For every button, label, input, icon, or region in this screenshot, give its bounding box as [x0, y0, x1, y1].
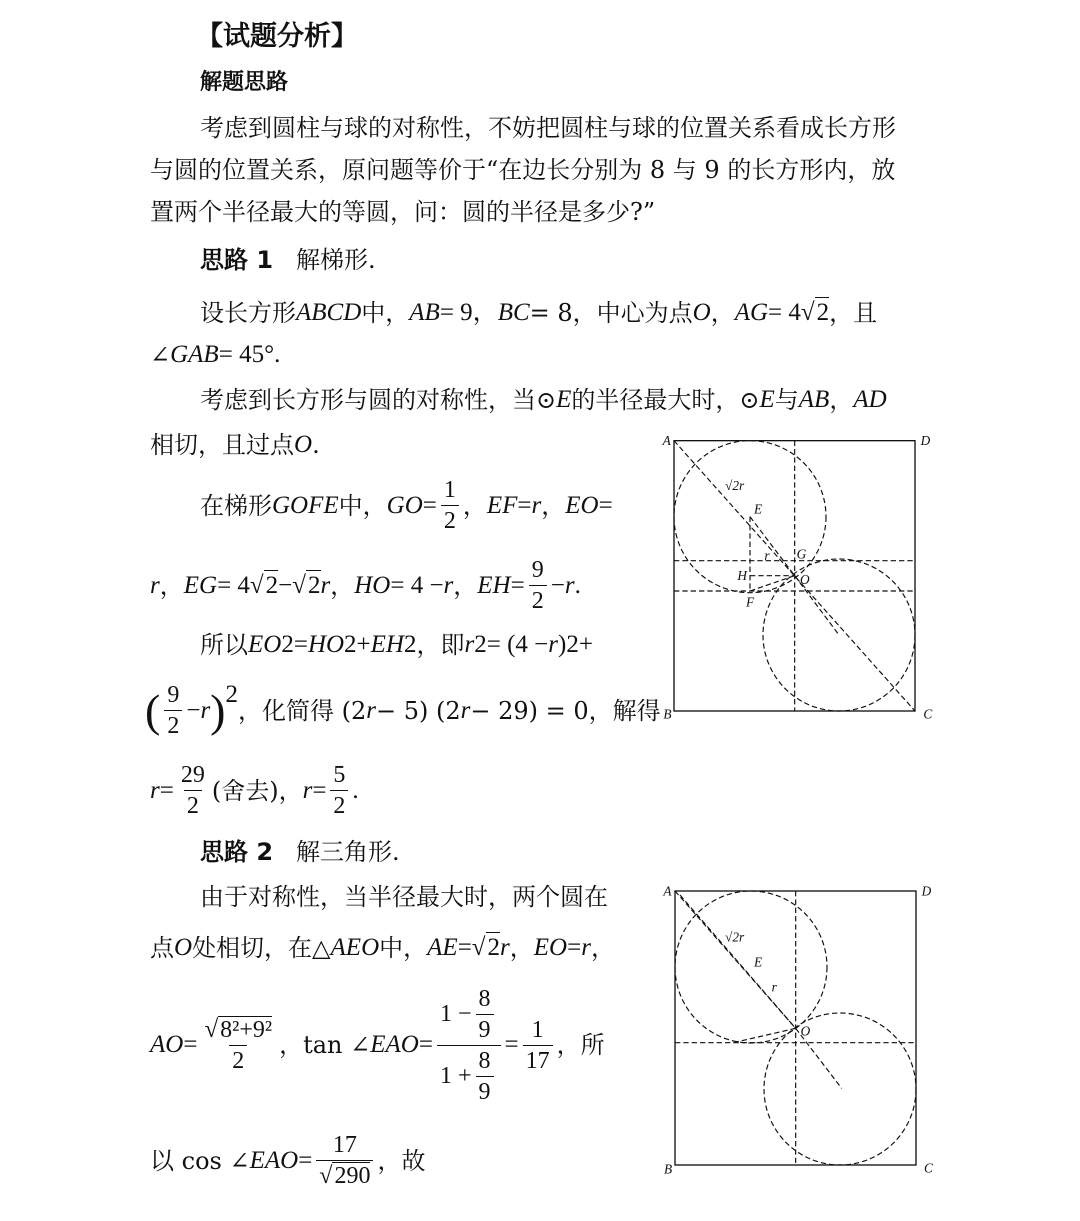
label-r: r [771, 979, 777, 995]
t: ，化简得 (2 [238, 696, 367, 725]
label-b: B [664, 1161, 673, 1175]
text-line [150, 760, 359, 821]
t: 的半径最大时，⊙ [571, 386, 760, 414]
t: ，即 [416, 631, 465, 659]
exp: 2 [403, 631, 417, 658]
m: r [302, 776, 313, 804]
t: 点 [150, 933, 174, 962]
label-sqrt2r: √2r [725, 478, 745, 493]
text-line: 由于对称性，当半径最大时，两个圆在 [200, 883, 608, 911]
fraction [441, 475, 459, 536]
text-line: r ， EG = 4 √ 2 − √ 2 r ， HO = 4 − r ， EH = $\frac{9}{2}$ − r . [150, 557, 581, 614]
exp: 2 [344, 631, 357, 658]
t: (舍去)， [211, 776, 303, 805]
m: EH [477, 571, 511, 599]
label-e: E [754, 501, 763, 517]
t: − [278, 571, 293, 599]
t: 1 − [439, 1001, 472, 1027]
idea-1-heading [200, 245, 376, 275]
m: AO [150, 1031, 184, 1058]
m: r [150, 776, 160, 804]
fraction [164, 680, 182, 741]
m: EF [486, 491, 518, 519]
m: r [500, 933, 510, 961]
t: = [598, 491, 613, 519]
m: r [443, 571, 454, 599]
numerator: 1 [531, 1016, 544, 1043]
para-line: 置两个半径最大的等圆，问：圆的半径是多少?” [150, 198, 656, 226]
t: 与 [774, 386, 799, 414]
t: ， [541, 491, 566, 520]
t: ，tan ∠ [279, 1031, 371, 1059]
numerator: 29 [180, 762, 205, 788]
m: O [294, 431, 313, 458]
m: AB [409, 298, 440, 326]
t: − [186, 696, 201, 724]
m: GOFE [272, 491, 339, 519]
m: AE [427, 933, 458, 961]
t: 设长方形 [200, 298, 296, 327]
m: EAO [370, 1031, 419, 1058]
idea-2-heading [200, 837, 400, 867]
fraction [201, 1015, 275, 1076]
sqrt: 8²+9² [220, 1016, 273, 1043]
t: ， [590, 933, 615, 962]
t: = [159, 776, 174, 804]
t: 中， [338, 491, 387, 520]
t: = 8，中心为点 [529, 298, 693, 327]
numerator: 1 [443, 477, 456, 503]
t: 在梯形 [200, 491, 272, 520]
m: EO [533, 933, 568, 961]
figure-trapezoid [650, 430, 940, 730]
m: E [759, 386, 775, 413]
t: = [510, 571, 525, 599]
text-line [200, 630, 593, 660]
para-line: 考虑到圆柱与球的对称性，不妨把圆柱与球的位置关系看成长方形 [200, 114, 896, 142]
fraction [316, 1130, 373, 1191]
t: . [312, 431, 320, 459]
section-title: 【试题分析】 [196, 21, 358, 52]
exp: 2 [281, 631, 294, 658]
m: O [174, 933, 193, 961]
denominator: 2 [184, 790, 202, 821]
idea-label: 思路 2 [200, 838, 274, 866]
numerator: 17 [332, 1132, 357, 1158]
t: 考虑到长方形与圆的对称性，当⊙ [200, 386, 557, 414]
t: ， [509, 933, 534, 962]
m: AD [853, 386, 887, 413]
text-line [200, 385, 887, 415]
m: EO [565, 491, 599, 519]
t: 1 + [439, 1063, 472, 1089]
m: r [320, 571, 331, 599]
t: ， [453, 571, 478, 600]
t: ， [330, 571, 355, 600]
t: 相切，且过点 [150, 431, 294, 459]
t: = [422, 491, 437, 519]
m: HO [307, 631, 345, 658]
t: = 9， [439, 298, 498, 326]
t: − [550, 571, 565, 599]
t: = [298, 1146, 313, 1174]
denominator [437, 1045, 501, 1107]
m: EO [248, 631, 282, 658]
idea-text: 解三角形. [295, 838, 400, 866]
numerator: 5 [333, 762, 346, 788]
m: r [464, 631, 475, 658]
denominator: √290 [316, 1160, 373, 1191]
denominator: 2 [164, 710, 182, 741]
sqrt: 2 [487, 934, 501, 961]
denominator: 17 [523, 1045, 553, 1076]
label-a: A [663, 883, 672, 899]
exp: 2 [225, 681, 238, 708]
label-d: D [920, 433, 931, 448]
t: 中， [379, 933, 428, 962]
t: = [418, 1031, 433, 1058]
label-c: C [923, 706, 933, 722]
label-g: G [796, 546, 807, 562]
t: − 5) (2 [376, 696, 461, 725]
m: AG [734, 298, 769, 326]
compound-fraction [437, 984, 501, 1107]
segment-ae-eo [680, 895, 796, 1028]
m: GO [386, 491, 423, 519]
denominator: 2 [529, 585, 547, 616]
label-r: r [764, 548, 770, 563]
label-o: O [800, 1023, 811, 1039]
denominator: 9 [476, 1076, 494, 1107]
figure-triangle [650, 875, 940, 1175]
idea-label: 思路 1 [200, 246, 274, 274]
t: ，故 [377, 1146, 426, 1175]
t: = [457, 933, 472, 961]
fraction [178, 760, 208, 821]
t: = 45°. [218, 341, 281, 368]
m: ABCD [296, 298, 362, 326]
m: r [548, 631, 558, 658]
t: 中， [361, 298, 410, 327]
text-line: 设长方形 ABCD 中， AB = 9， BC = 8，中心为点 O ， AG = 4 √ 2 ，且 [200, 298, 878, 327]
numerator: 9 [167, 682, 180, 708]
m: EAO [249, 1146, 299, 1174]
t: ， [829, 386, 854, 414]
numerator: √8²+9² [204, 1015, 273, 1043]
t: = [293, 631, 308, 658]
label-c: C [924, 1160, 933, 1175]
t: = [504, 1031, 519, 1058]
t: 所以 [200, 631, 248, 659]
fraction [330, 760, 348, 821]
t: = [312, 776, 327, 804]
label-h: H [737, 568, 747, 583]
sqrt: 2 [308, 572, 321, 599]
text-line [150, 985, 605, 1105]
segment-o-tangent [733, 1028, 795, 1042]
m: EG [183, 571, 218, 599]
m: O [692, 298, 711, 326]
label-b: B [663, 706, 672, 722]
m: AB [798, 386, 830, 413]
m: EH [370, 631, 404, 658]
para-line: 与圆的位置关系，原问题等价于“在边长分别为 8 与 9 的长方形内，放 [150, 156, 896, 184]
m: r [531, 491, 542, 519]
text-line [150, 1130, 425, 1191]
t: = (4 − [486, 631, 549, 658]
m: GAB [170, 341, 219, 368]
t: ， [462, 491, 487, 520]
t: = [567, 933, 582, 961]
t: − 29) = 0，解得 [470, 696, 661, 725]
numerator: 9 [531, 557, 544, 583]
text-line [145, 680, 661, 741]
paren: ) [210, 684, 226, 736]
fraction [529, 555, 547, 616]
text-line [150, 430, 320, 460]
idea-text: 解梯形. [295, 246, 376, 274]
circle-e [675, 891, 827, 1043]
denominator: 2 [330, 790, 348, 821]
t: = 4 [217, 571, 250, 599]
m: r [581, 933, 591, 961]
text-line: 点 O 处相切，在△ AEO 中， AE = √ 2 r ， EO = r ， [150, 933, 615, 962]
m: BC [497, 298, 530, 326]
t: = 4 − [390, 571, 444, 599]
t: 处相切，在△ [192, 933, 331, 962]
t: ) [557, 631, 567, 658]
label-d: D [921, 883, 932, 899]
t: + [356, 631, 371, 658]
m: r [200, 696, 211, 724]
t: . [352, 776, 359, 804]
sqrt: 2 [265, 572, 279, 599]
segment-eo [750, 517, 795, 576]
denominator: 2 [229, 1045, 247, 1076]
m: r [150, 571, 160, 599]
label-o: O [800, 572, 810, 587]
fraction [523, 1015, 553, 1076]
t: ，所 [556, 1031, 605, 1059]
sqrt: 2 [816, 299, 830, 326]
text-line [150, 340, 280, 370]
numerator: 8 [478, 1047, 491, 1074]
t: ，且 [829, 298, 878, 327]
t: = [517, 491, 532, 519]
sqrt: 290 [334, 1163, 371, 1189]
t: + [578, 631, 593, 658]
text-line [200, 475, 613, 536]
t: ， [710, 298, 735, 327]
circle-lower [764, 1013, 916, 1165]
numerator [437, 984, 501, 1045]
m: E [556, 386, 572, 413]
m: r [460, 696, 471, 724]
angle-symbol: ∠ [150, 341, 171, 369]
circle-lower [763, 559, 915, 711]
m: HO [354, 571, 391, 599]
t: = [183, 1031, 198, 1058]
label-a: A [662, 433, 671, 448]
denominator: 2 [441, 505, 459, 536]
label-f: F [746, 594, 755, 610]
t: 以 cos ∠ [150, 1146, 250, 1175]
m: r [564, 571, 575, 599]
paren: ( [145, 684, 161, 736]
label-e: E [754, 954, 763, 970]
label-sqrt2r: √2r [725, 929, 745, 945]
numerator: 8 [478, 985, 491, 1012]
subtitle: 解题思路 [200, 70, 289, 95]
m: r [366, 696, 376, 724]
exp: 2 [566, 631, 579, 658]
t: ， [159, 571, 184, 600]
m: AEO [330, 933, 380, 961]
exp: 2 [474, 631, 487, 658]
t: = 4 [768, 298, 801, 326]
denominator: 9 [476, 1014, 494, 1045]
t: . [574, 571, 581, 599]
